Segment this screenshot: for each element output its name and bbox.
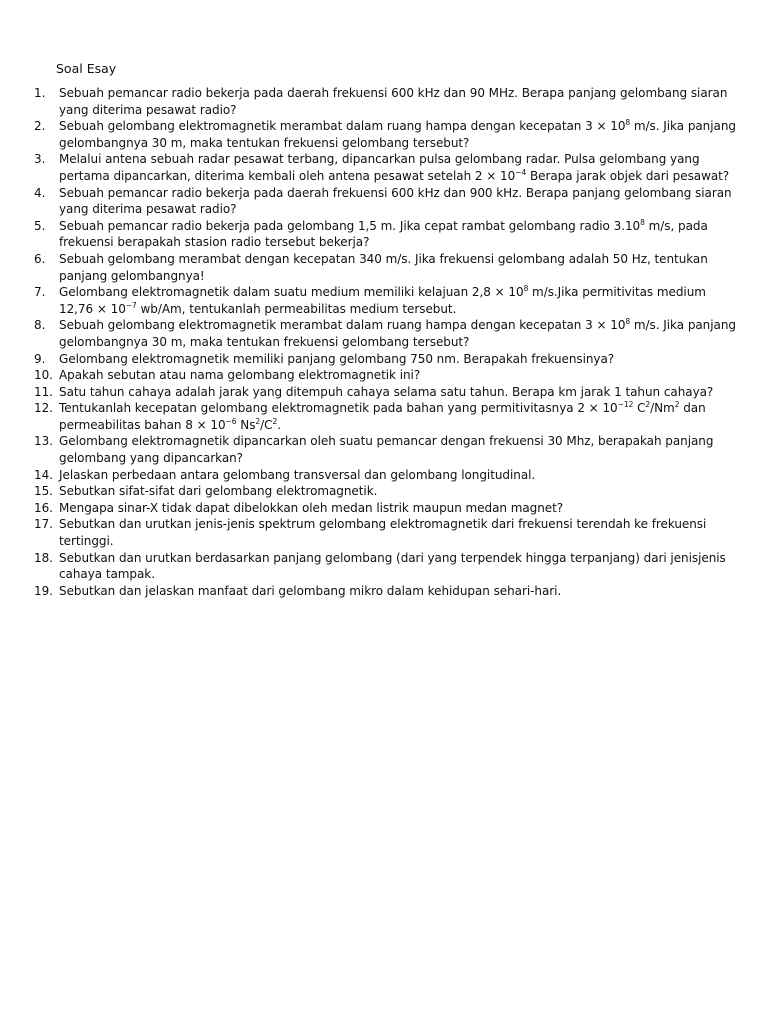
exponent: −12 bbox=[617, 400, 634, 410]
question-item bbox=[34, 367, 739, 384]
exponent: 2 bbox=[272, 416, 278, 426]
question-number: 8. bbox=[34, 318, 46, 333]
exponent: 8 bbox=[640, 217, 645, 227]
question-text: Melalui antena sebuah radar pesawat terbang, dipancarkan pulsa gelombang radar. Pulsa gelombang yang pertama dipancarkan, diterima kembali oleh antena pesawat setelah $2 \times 10^{-4}$ Berapa jarak objek dari pesawat? bbox=[59, 152, 730, 183]
exponent: 2 bbox=[255, 416, 261, 426]
question-text: Sebutkan dan jelaskan manfaat dari gelombang mikro dalam kehidupan sehari-hari. bbox=[59, 583, 562, 598]
question-number: 18. bbox=[34, 550, 53, 565]
question-text: Tentukanlah kecepatan gelombang elektromagnetik pada bahan yang permitivitasnya $2 \times 10^{-12}$ $C^2/Nm^2$ dan permeabilitas bahan $8 \times 10^{-6}$ $Ns^2/C^2$. bbox=[59, 400, 706, 432]
question-item bbox=[34, 151, 739, 184]
exponent: 8 bbox=[625, 317, 631, 327]
question-text: Sebutkan dan urutkan jenis-jenis spektrum gelombang elektromagnetik dari frekuensi terendah ke frekuensi tertinggi. bbox=[59, 517, 707, 549]
question-item bbox=[34, 483, 739, 500]
question-text: Sebutkan dan urutkan berdasarkan panjang gelombang (dari yang terpendek hingga terpanjang) dari jenisjenis cahaya tampak. bbox=[59, 550, 726, 582]
question-item bbox=[34, 85, 739, 118]
question-item bbox=[34, 317, 739, 350]
question-item bbox=[34, 284, 739, 317]
question-text: Satu tahun cahaya adalah jarak yang ditempuh cahaya selama satu tahun. Berapa km jarak 1 tahun cahaya? bbox=[59, 384, 714, 399]
question-number: 12. bbox=[34, 401, 53, 416]
question-item bbox=[34, 550, 739, 583]
question-number: 11. bbox=[34, 384, 53, 399]
question-list bbox=[34, 85, 739, 599]
question-number: 19. bbox=[34, 583, 53, 598]
question-text: Mengapa sinar-X tidak dapat dibelokkan oleh medan listrik maupun medan magnet? bbox=[59, 500, 564, 515]
question-item bbox=[34, 218, 739, 251]
question-item bbox=[34, 500, 739, 517]
question-number: 15. bbox=[34, 484, 53, 499]
question-text: Gelombang elektromagnetik dalam suatu medium memiliki kelajuan $2,8 \times 10^8$ m/s.Jika permitivitas medium $12,76 \times 10^{-7}$ wb/Am, tentukanlah permeabilitas medium tersebut. bbox=[59, 284, 706, 316]
question-number: 10. bbox=[34, 368, 53, 383]
question-item bbox=[34, 118, 739, 151]
question-text: Sebuah gelombang elektromagnetik merambat dalam ruang hampa dengan kecepatan $3 \times 10^8$ m/s. Jika panjang gelombangnya 30 m, maka tentukan frekuensi gelombang tersebut? bbox=[59, 317, 736, 349]
question-text: Sebuah gelombang elektromagnetik merambat dalam ruang hampa dengan kecepatan $3 \times 10^8$ m/s. Jika panjang gelombangnya 30 m, maka tentukan frekuensi gelombang tersebut? bbox=[59, 118, 736, 150]
question-text: Sebuah pemancar radio bekerja pada daerah frekuensi 600 kHz dan 90 MHz. Berapa panjang gelombang siaran yang diterima pesawat radio? bbox=[59, 86, 728, 117]
exponent: −7 bbox=[125, 300, 137, 310]
exponent: 8 bbox=[625, 118, 631, 128]
question-item bbox=[34, 185, 739, 218]
question-item bbox=[34, 467, 739, 484]
question-item bbox=[34, 400, 739, 433]
question-text: Sebutkan sifat-sifat dari gelombang elektromagnetik. bbox=[59, 484, 378, 499]
exponent: 2 bbox=[674, 400, 680, 410]
question-text: Gelombang elektromagnetik memiliki panjang gelombang 750 nm. Berapakah frekuensinya? bbox=[59, 351, 615, 366]
question-text: Sebuah pemancar radio bekerja pada gelombang 1,5 m. Jika cepat rambat gelombang radio 3.10$^8$ m/s, pada frekuensi berapakah stasion radio tersebut bekerja? bbox=[59, 217, 708, 250]
question-number: 7. bbox=[34, 285, 46, 300]
exponent: −6 bbox=[225, 416, 237, 426]
exponent: 2 bbox=[645, 400, 651, 410]
question-number: 3. bbox=[34, 152, 46, 167]
question-number: 6. bbox=[34, 251, 46, 266]
question-text: Jelaskan perbedaan antara gelombang transversal dan gelombang longitudinal. bbox=[59, 467, 536, 482]
question-item bbox=[34, 384, 739, 401]
question-text: Apakah sebutan atau nama gelombang elektromagnetik ini? bbox=[59, 368, 421, 383]
question-text: Sebuah gelombang merambat dengan kecepatan 340 m/s. Jika frekuensi gelombang adalah 50 Hz, tentukan panjang gelombangnya! bbox=[59, 251, 708, 283]
question-number: 9. bbox=[34, 351, 46, 366]
question-item bbox=[34, 583, 739, 600]
question-number: 13. bbox=[34, 434, 53, 449]
question-text: Sebuah pemancar radio bekerja pada daerah frekuensi 600 kHz dan 900 kHz. Berapa panjang gelombang siaran yang diterima pesawat radio? bbox=[59, 185, 732, 217]
question-text: Gelombang elektromagnetik dipancarkan oleh suatu pemancar dengan frekuensi 30 Mhz, berapakah panjang gelombang yang dipancarkan? bbox=[59, 434, 714, 466]
document-heading: Soal Esay bbox=[56, 61, 117, 76]
question-item bbox=[34, 516, 739, 549]
question-item bbox=[34, 351, 739, 368]
question-number: 2. bbox=[34, 119, 46, 134]
question-number: 17. bbox=[34, 517, 53, 532]
question-number: 4. bbox=[34, 185, 46, 200]
exponent: 8 bbox=[523, 284, 529, 294]
question-number: 14. bbox=[34, 467, 53, 482]
question-item bbox=[34, 251, 739, 284]
question-number: 16. bbox=[34, 500, 53, 515]
question-number: 5. bbox=[34, 218, 46, 233]
question-item bbox=[34, 433, 739, 466]
question-number: 1. bbox=[34, 86, 46, 100]
exponent: −4 bbox=[515, 167, 527, 177]
